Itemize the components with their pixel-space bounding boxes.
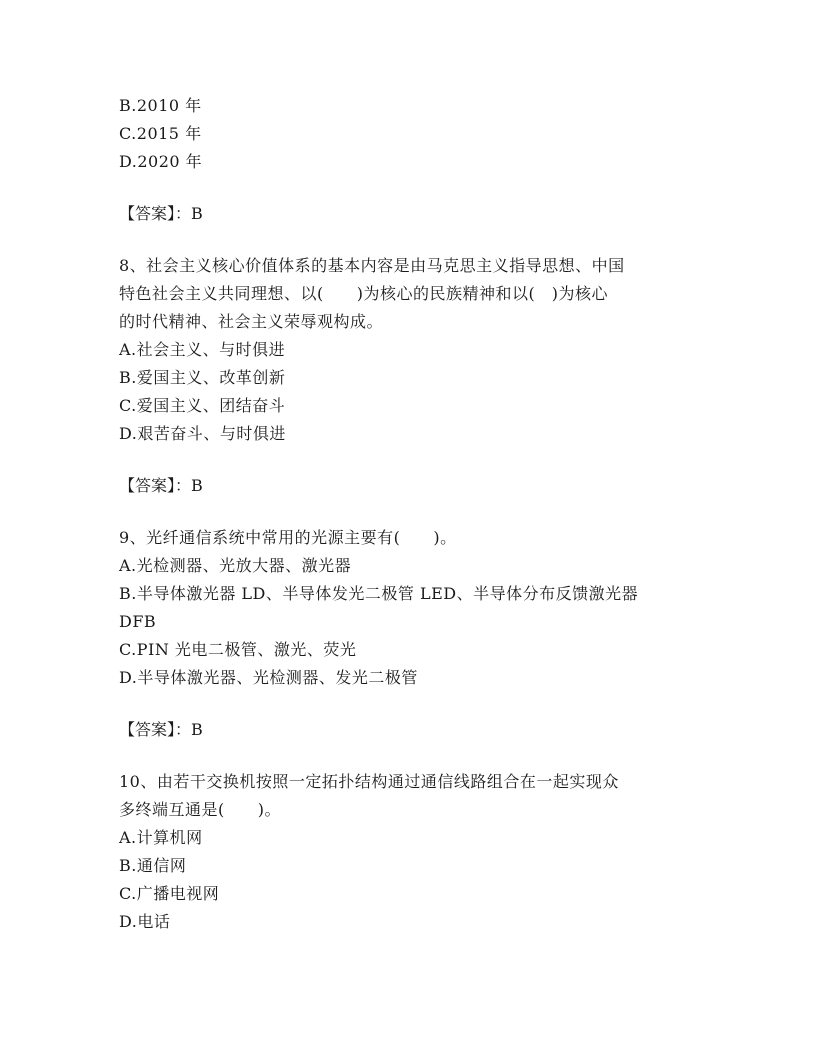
option-b-continued: DFB <box>119 612 157 631</box>
question-stem: 9、光纤通信系统中常用的光源主要有( )。 <box>119 528 457 547</box>
document-page <box>119 92 719 936</box>
option-d: D.2020 年 <box>119 152 203 171</box>
option-c: C.广播电视网 <box>119 884 220 903</box>
option-a: A.计算机网 <box>119 828 203 847</box>
question-9 <box>119 524 719 744</box>
question-stem: 的时代精神、社会主义荣辱观构成。 <box>119 312 384 331</box>
question-stem: 10、由若干交换机按照一定拓扑结构通过通信线路组合在一起实现众 <box>119 772 619 791</box>
option-c: C.爱国主义、团结奋斗 <box>119 396 286 415</box>
answer-line: 【答案】：B <box>119 720 203 739</box>
option-b: B.通信网 <box>119 856 187 875</box>
question-8 <box>119 252 719 500</box>
option-b: B.半导体激光器 LD、半导体发光二极管 LED、半导体分布反馈激光器 <box>119 584 639 603</box>
option-b: B.2010 年 <box>119 96 202 115</box>
question-stem: 8、社会主义核心价值体系的基本内容是由马克思主义指导思想、中国 <box>119 256 625 275</box>
option-c: C.2015 年 <box>119 124 202 143</box>
option-d: D.艰苦奋斗、与时俱进 <box>119 424 286 443</box>
option-a: A.光检测器、光放大器、激光器 <box>119 556 352 575</box>
question-stem: 多终端互通是( )。 <box>119 800 281 819</box>
question-stem: 特色社会主义共同理想、以( )为核心的民族精神和以( )为核心 <box>119 284 608 303</box>
option-c: C.PIN 光电二极管、激光、荧光 <box>119 640 357 659</box>
option-a: A.社会主义、与时俱进 <box>119 340 286 359</box>
question-7 <box>119 92 719 228</box>
option-d: D.电话 <box>119 912 171 931</box>
question-10 <box>119 768 719 936</box>
option-b: B.爱国主义、改革创新 <box>119 368 286 387</box>
option-d: D.半导体激光器、光检测器、发光二极管 <box>119 668 418 687</box>
answer-line: 【答案】：B <box>119 476 203 495</box>
answer-line: 【答案】：B <box>119 204 203 223</box>
